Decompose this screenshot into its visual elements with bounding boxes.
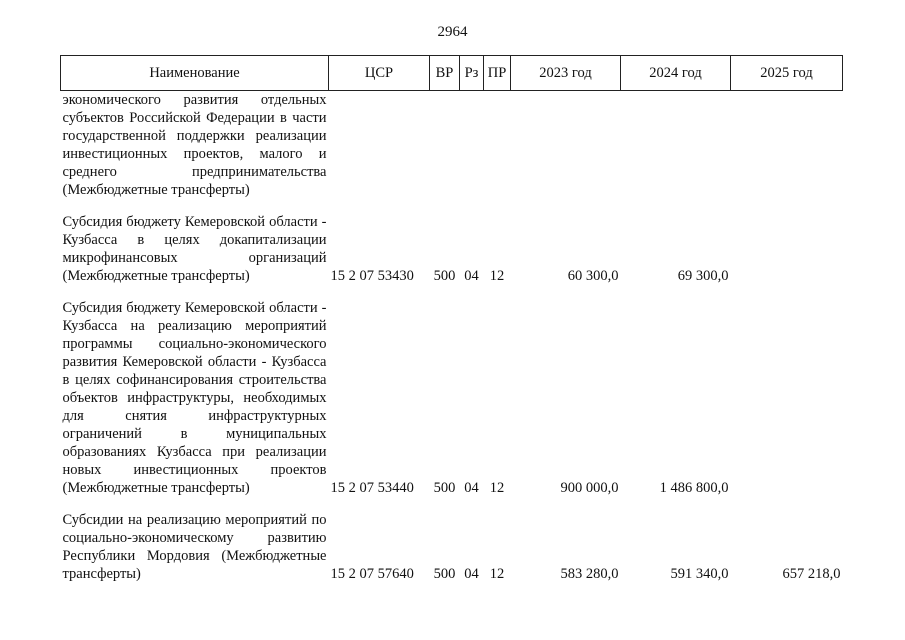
row-2024: 1 486 800,0 <box>659 480 729 496</box>
header-name: Наименование <box>61 56 329 91</box>
row-name: экономического развития отдельных субъектов Российской Федерации в части государственной поддержки реализации инвестиционных проектов, малого и среднего предпринимательства (Межбюджетные трансферты) <box>62 92 327 198</box>
row-name: Субсидия бюджету Кемеровской области - Кузбасса на реализацию мероприятий программы социально-экономического развития Кемеровской области - Кузбасса в целях софинансирования строительства объектов инфраструктуры, необходимых для снятия инфраструктурных ограничений в муниципальных образованиях Кузбасса при реализации новых инвестиционных проектов (Межбюджетные трансферты) <box>62 300 327 496</box>
header-vr: ВР <box>430 56 460 91</box>
row-vr: 500 <box>433 566 456 582</box>
row-2024: 591 340,0 <box>670 566 729 582</box>
row-csr: 15 2 07 53440 <box>330 480 414 496</box>
row-csr: 15 2 07 57640 <box>330 566 414 582</box>
row-2025 <box>731 91 843 214</box>
row-pr <box>484 91 511 214</box>
row-pr: 12 <box>489 566 505 582</box>
header-pr: ПР <box>484 56 511 91</box>
row-csr <box>329 91 430 214</box>
row-vr: 500 <box>433 480 456 496</box>
header-2024: 2024 год <box>621 56 731 91</box>
row-2024: 69 300,0 <box>677 268 729 284</box>
header-2025: 2025 год <box>731 56 843 91</box>
row-vr: 500 <box>433 268 456 284</box>
budget-table <box>60 55 843 583</box>
row-name: Субсидия бюджету Кемеровской области - Кузбасса в целях докапитализации микрофинансовых организаций (Межбюджетные трансферты) <box>62 214 327 284</box>
row-2025 <box>731 213 843 299</box>
header-rz: Рз <box>460 56 484 91</box>
row-vr <box>430 91 460 214</box>
row-rz <box>460 91 484 214</box>
table-row <box>61 91 843 214</box>
row-2023: 583 280,0 <box>560 566 619 582</box>
table-row <box>61 299 843 511</box>
page-number: 2964 <box>437 24 468 40</box>
row-2023: 900 000,0 <box>560 480 619 496</box>
table-row <box>61 511 843 583</box>
table-header-row <box>61 56 843 91</box>
row-pr: 12 <box>489 480 505 496</box>
row-2023 <box>511 91 621 214</box>
table-row <box>61 213 843 299</box>
row-2023: 60 300,0 <box>567 268 619 284</box>
row-rz: 04 <box>464 566 479 582</box>
row-rz: 04 <box>464 480 479 496</box>
row-2025 <box>731 299 843 511</box>
row-2025: 657 218,0 <box>782 566 841 582</box>
row-name: Субсидии на реализацию мероприятий по социально-экономическому развитию Республики Мордовия (Межбюджетные трансферты) <box>62 512 327 582</box>
header-2023: 2023 год <box>511 56 621 91</box>
row-rz: 04 <box>464 268 479 284</box>
row-pr: 12 <box>489 268 505 284</box>
row-csr: 15 2 07 53430 <box>330 268 414 284</box>
header-csr: ЦСР <box>329 56 430 91</box>
row-2024 <box>621 91 731 214</box>
